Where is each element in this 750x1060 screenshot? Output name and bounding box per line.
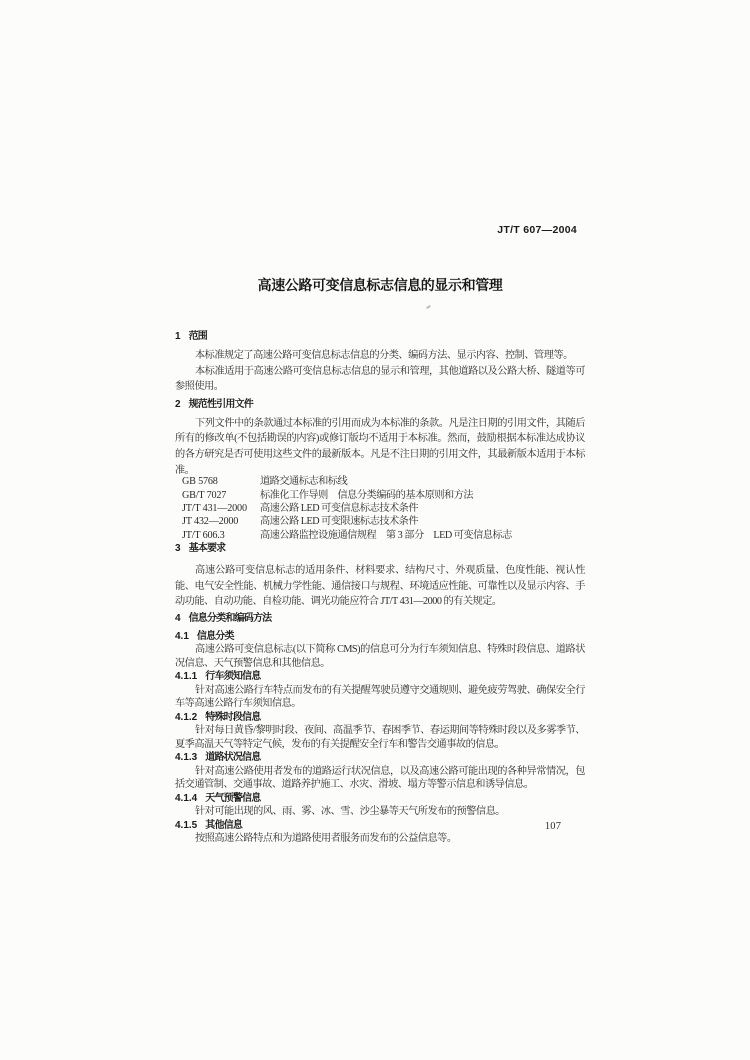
reference-code: GB 5768: [182, 476, 218, 488]
section-2-heading: [175, 398, 585, 412]
section-title: 其他信息: [205, 819, 243, 831]
section-4-body: [175, 630, 585, 846]
reference-item: [175, 502, 585, 515]
section-number: 1: [175, 331, 181, 342]
section-1-paragraph-1: 本标准规定了高速公路可变信息标志信息的分类、编码方法、显示内容、控制、管理等。: [195, 350, 573, 361]
section-4-1-3-heading: [175, 751, 585, 765]
section-4-1-5-heading: [175, 819, 585, 833]
section-4-1-3-paragraph: 针对高速公路使用者发布的道路运行状况信息，以及高速公路可能出现的各种异常情况，包括交通管制、交通事故、道路养护施工、水灾、滑坡、塌方等警示信息和诱导信息。: [175, 765, 585, 791]
reference-title: 道路交通标志和标线: [260, 476, 348, 488]
section-number: 4.1.1: [175, 671, 198, 683]
section-title: 行车须知信息: [205, 671, 261, 683]
section-title: 范围: [188, 331, 207, 342]
section-1-paragraph-2: 本标准适用于高速公路可变信息标志信息的显示和管理，其他道路以及公路大桥、隧道等可参照使用。: [175, 365, 585, 393]
reference-title: 标准化工作导则 信息分类编码的基本原则和方法: [260, 489, 474, 501]
reference-item: [175, 515, 585, 528]
section-title: 信息分类: [196, 630, 234, 642]
section-title: 信息分类和编码方法: [188, 612, 272, 624]
reference-title: 高速公路 LED 可变信息标志技术条件: [260, 502, 419, 514]
document-title: 高速公路可变信息标志信息的显示和管理: [257, 277, 503, 293]
reference-code: JT/T 431—2000: [182, 502, 247, 514]
section-title: 基本要求: [188, 543, 226, 555]
reference-title: 高速公路 LED 可变限速标志技术条件: [260, 516, 419, 528]
document-page: [175, 0, 585, 846]
section-number: 4: [175, 612, 181, 624]
section-number: 4.1.5: [175, 819, 198, 831]
reference-title: 高速公路监控设施通信规程 第 3 部分 LED 可变信息标志: [260, 529, 512, 541]
section-title: 特殊时段信息: [205, 711, 261, 723]
page-number: 107: [544, 821, 562, 832]
section-4-1-2-paragraph: 针对每日黄昏/黎明时段、夜间、高温季节、春困季节、春运期间等特殊时段以及多雾季节、夏季高温天气等特定气候，发布的有关提醒安全行车和警告交通事故的信息。: [175, 725, 585, 750]
standard-number: JT/T 607—2004: [497, 224, 577, 236]
section-number: 3: [175, 543, 181, 555]
reference-item: [175, 529, 585, 542]
section-title: 规范性引用文件: [188, 398, 253, 410]
section-number: 2: [175, 398, 181, 410]
reference-item: [175, 475, 585, 488]
section-number: 4.1.4: [175, 792, 198, 804]
section-number: 4.1.2: [175, 711, 198, 723]
section-title: 道路状况信息: [205, 752, 261, 764]
section-3-heading: [175, 542, 585, 556]
section-4-1-1-heading: [175, 670, 585, 684]
section-4-1-2-heading: [175, 711, 585, 725]
section-4-1-paragraph: 高速公路可变信息标志(以下简称 CMS)的信息可分为行车须知信息、特殊时段信息、道路状况信息、天气预警信息和其他信息。: [175, 644, 585, 669]
reference-item: [175, 489, 585, 502]
reference-list: [175, 475, 585, 542]
section-4-1-4-paragraph: 针对可能出现的风、雨、雾、冰、雪、沙尘暴等天气所发布的预警信息。: [195, 806, 505, 818]
reference-code: JT 432—2000: [182, 516, 239, 528]
section-4-1-1-paragraph: 针对高速公路行车特点而发布的有关提醒驾驶员遵守交通规则、避免疲劳驾驶、确保安全行车等高速公路行车须知信息。: [175, 684, 585, 710]
section-2-paragraph-1: 下列文件中的条款通过本标准的引用而成为本标准的条款。凡是注日期的引用文件，其随后所有的修改单(不包括勘误的内容)或修订版均不适用于本标准。然而，鼓励根据本标准达成协议的各方研究是否可使用这些文件的最新版本。凡是不注日期的引用文件，其最新版本适用于本标准。: [175, 417, 585, 476]
section-number: 4.1: [175, 630, 189, 642]
section-3-paragraph-1: 高速公路可变信息标志的适用条件、材料要求、结构尺寸、外观质量、色度性能、视认性能、电气安全性能、机械力学性能、通信接口与规程、环境适应性能、可靠性以及显示内容、手动功能、自动功能、自检功能、调光功能应符合 JT/T 431—2000 的有关规定。: [175, 565, 585, 608]
reference-code: JT/T 606.3: [182, 529, 225, 541]
section-1-heading: [175, 330, 585, 344]
section-4-1-4-heading: [175, 792, 585, 806]
section-4-1-5-paragraph: 按照高速公路特点和为道路使用者服务而发布的公益信息等。: [195, 833, 457, 845]
section-number: 4.1.3: [175, 752, 198, 764]
section-title: 天气预警信息: [205, 792, 261, 804]
reference-code: GB/T 7027: [182, 489, 227, 501]
section-4-1-heading: [175, 630, 585, 644]
section-4-heading: [175, 612, 585, 626]
